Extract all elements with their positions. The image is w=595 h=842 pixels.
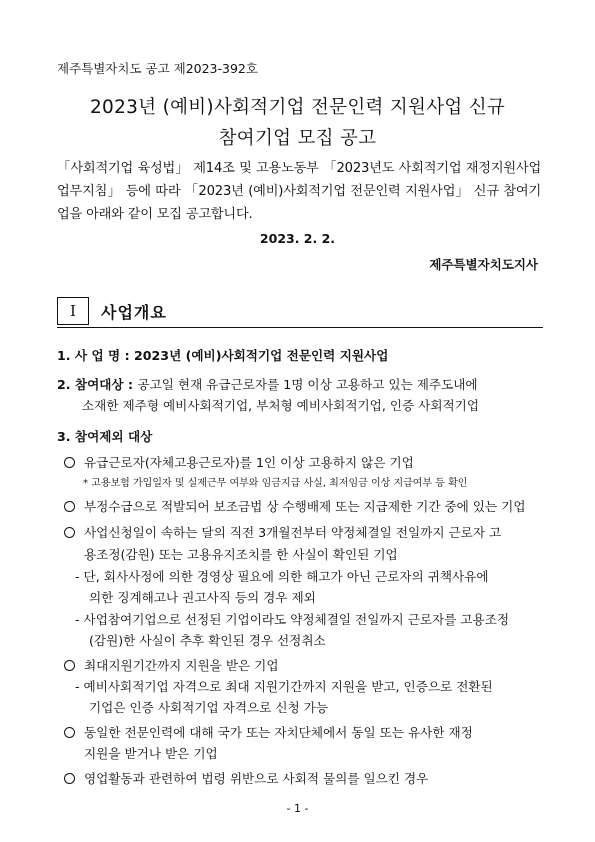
- item-eligibility: [57, 374, 478, 393]
- exclusion-bullet-6: [64, 768, 428, 787]
- item-project-name: [57, 345, 388, 364]
- notice-number: 제주특별자치도 공고 제2023-392호: [57, 61, 258, 76]
- document-title-line2: 참여기업 모집 공고: [218, 128, 377, 149]
- circle-bullet-icon: [64, 527, 75, 538]
- exclusion-bullet-3-sub1-line2: 의한 징계해고나 권고사직 등의 경우 제외: [89, 590, 316, 605]
- exclusion-bullet-3: [64, 522, 501, 541]
- circle-bullet-icon: [64, 501, 75, 512]
- exclusion-bullet-2: [64, 496, 526, 515]
- circle-bullet-icon: [64, 773, 75, 784]
- exclusion-bullet-3-sub1-line1: - 단, 회사사정에 의한 경영상 필요에 의한 해고가 아닌 근로자의 귀책사유에: [75, 569, 489, 584]
- exclusion-bullet-2-text: 부정수급으로 적발되어 보조금법 상 수행배제 또는 지급제한 기간 중에 있는 기업: [84, 499, 526, 514]
- exclusion-bullet-6-text: 영업활동과 관련하여 법령 위반으로 사회적 물의를 일으킨 경우: [84, 771, 429, 786]
- item-project-name-value: 2023년 (예비)사회적기업 전문인력 지원사업: [134, 348, 389, 363]
- exclusion-bullet-5: [64, 722, 473, 741]
- circle-bullet-icon: [64, 457, 75, 468]
- exclusion-bullet-5-line1: 동일한 전문인력에 대해 국가 또는 자치단체에서 동일 또는 유사한 재정: [84, 725, 473, 740]
- item-eligibility-line2: 소재한 제주형 예비사회적기업, 부처형 예비사회적기업, 인증 사회적기업: [82, 398, 479, 413]
- document-title-line1: 2023년 (예비)사회적기업 전문인력 지원사업 신규: [89, 97, 506, 118]
- item-exclusions-heading: 3. 참여제외 대상: [57, 429, 153, 444]
- item-eligibility-label: 2. 참여대상 :: [57, 377, 138, 392]
- exclusion-bullet-5-line2: 지원을 받거나 받은 기업: [84, 746, 218, 761]
- issuing-organization: 제주특별자치도지사: [429, 257, 538, 272]
- exclusion-bullet-4: [64, 655, 279, 674]
- item-project-name-label: 1. 사 업 명 :: [57, 348, 135, 363]
- section-number-box: Ⅰ: [57, 297, 89, 325]
- exclusion-bullet-1: [64, 452, 414, 471]
- circle-bullet-icon: [64, 727, 75, 738]
- exclusion-bullet-1-text: 유급근로자(자체고용근로자)를 1인 이상 고용하지 않은 기업: [84, 455, 414, 470]
- exclusion-bullet-3-sub2-line1: - 사업참여기업으로 선정된 기업이라도 약정체결일 전일까지 근로자를 고용조정: [75, 612, 510, 627]
- circle-bullet-icon: [64, 660, 75, 671]
- exclusion-bullet-3-line2: 용조정(감원) 또는 고용유지조치를 한 사실이 확인된 기업: [84, 547, 398, 562]
- announcement-date: 2023. 2. 2.: [259, 231, 336, 246]
- page-number: - 1 -: [286, 802, 309, 815]
- exclusion-bullet-3-sub2-line2: (감원)한 사실이 추후 확인된 경우 선정취소: [89, 633, 326, 648]
- exclusion-bullet-4-text: 최대지원기간까지 지원을 받은 기업: [84, 658, 279, 673]
- intro-paragraph: 「사회적기업 육성법」 제14조 및 고용노동부 「2023년도 사회적기업 재정지원사업 업무지침」 등에 따라 「2023년 (예비)사회적기업 전문인력 지원사업」 신규 참여기업을 아래와 같이 모집 공고합니다.: [57, 161, 541, 222]
- item-eligibility-line1: 공고일 현재 유급근로자를 1명 이상 고용하고 있는 제주도내에: [137, 377, 478, 392]
- exclusion-bullet-1-note: * 고용보험 가입일자 및 실제근무 여부와 임금지급 사실, 최저임금 이상 지급여부 등 확인: [83, 478, 468, 489]
- exclusion-bullet-3-line1: 사업신청일이 속하는 달의 직전 3개월전부터 약정체결일 전일까지 근로자 고: [84, 525, 502, 540]
- exclusion-bullet-4-sub1-line2: 기업은 인증 사회적기업 자격으로 신청 가능: [89, 700, 328, 715]
- section-header: [57, 297, 543, 328]
- section-title: 사업개요: [101, 303, 167, 322]
- exclusion-bullet-4-sub1-line1: - 예비사회적기업 자격으로 최대 지원기간까지 지원을 받고, 인증으로 전환된: [75, 679, 493, 694]
